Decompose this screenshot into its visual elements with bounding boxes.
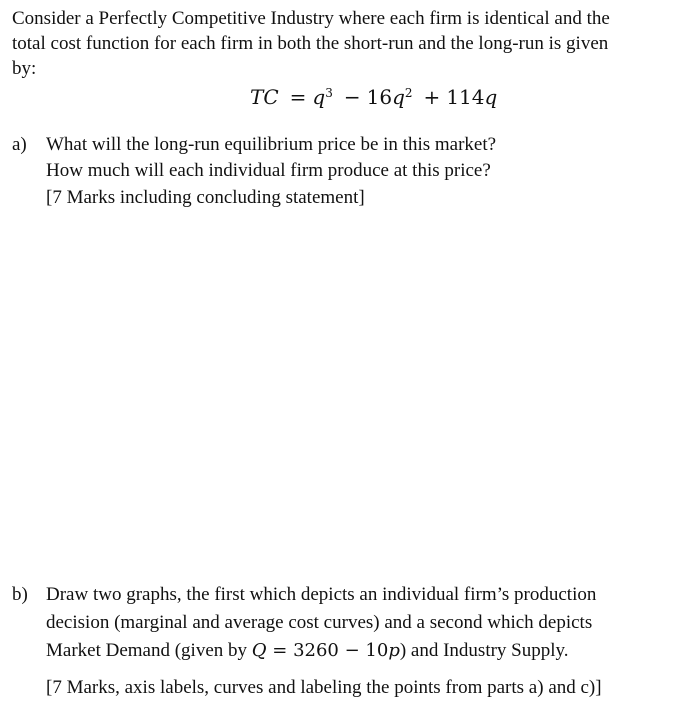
intro-line-3: by:: [12, 58, 37, 79]
demand-Q-symbol: Q: [251, 640, 267, 661]
eq-term3-coef: 114: [446, 85, 485, 109]
demand-equation-body: = 3260 − 10: [266, 640, 389, 661]
eq-term2-base: q: [392, 85, 405, 109]
eq-lhs: TC: [250, 85, 279, 109]
eq-term2-exp: 2: [404, 86, 413, 100]
eq-term1-exp: 3: [325, 86, 333, 100]
eq-term2-coef: 16: [366, 85, 393, 109]
eq-term3-base: q: [484, 85, 498, 109]
question-b-marks: [7 Marks, axis labels, curves and labeling the points from parts a) and c)]: [46, 677, 602, 698]
demand-p-symbol: p: [388, 640, 400, 661]
intro-line-2: total cost function for each firm in both the short-run and the long-run is given: [12, 33, 609, 54]
question-b-marker: b): [12, 584, 28, 605]
question-b-line-1: Draw two graphs, the first which depicts an individual firm’s production: [46, 584, 597, 605]
question-b-line-3: [46, 639, 569, 663]
eq-term1-base: q: [312, 85, 326, 109]
total-cost-equation: [250, 84, 497, 111]
intro-line-1: Consider a Perfectly Competitive Industry where each firm is identical and the: [12, 8, 610, 29]
question-a-line-1: What will the long-run equilibrium price be in this market?: [46, 134, 497, 155]
demand-outro-text: ) and Industry Supply.: [399, 640, 569, 661]
question-a-line-2: How much will each individual firm produce at this price?: [46, 160, 491, 181]
question-b-line-2: decision (marginal and average cost curves) and a second which depicts: [46, 612, 593, 633]
question-a-marks: [7 Marks including concluding statement]: [46, 187, 365, 208]
question-a-marker: a): [12, 134, 27, 155]
demand-intro-text: Market Demand (given by: [46, 640, 252, 661]
eq-minus: −: [343, 85, 361, 109]
eq-equals: =: [289, 85, 307, 109]
eq-plus: +: [423, 85, 441, 109]
